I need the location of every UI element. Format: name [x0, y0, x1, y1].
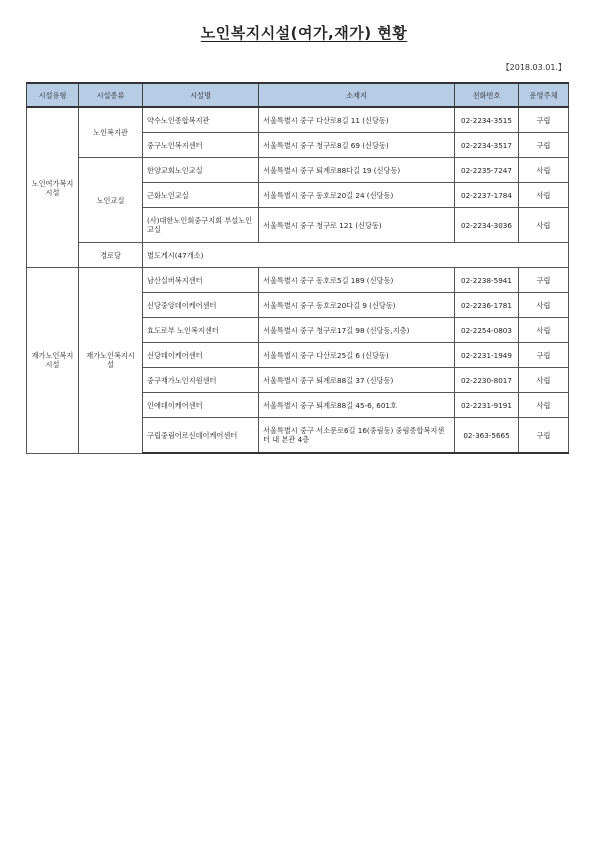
facility-address: 서울특별시 중구 다산로25길 6 (신당동): [259, 343, 455, 368]
facility-name: 인애데이케어센터: [143, 393, 259, 418]
facility-name: 신당중앙데이케어센터: [143, 293, 259, 318]
facility-phone: 02-2231-1949: [455, 343, 519, 368]
facility-phone: 02-2238-5941: [455, 268, 519, 293]
facility-operator: 사립: [519, 208, 569, 243]
facility-address: 서울특별시 중구 청구로17길 98 (신당동,지층): [259, 318, 455, 343]
facility-address: 서울특별시 중구 서소문로6길 16(중림동) 중림종합복지센터 내 본관 4층: [259, 418, 455, 454]
group-cell-homecare: 재가노인복지시설: [27, 268, 79, 454]
facilities-table: [26, 82, 569, 454]
facility-address: 서울특별시 중구 청구로8길 69 (신당동): [259, 133, 455, 158]
facility-phone: 02-2234-3036: [455, 208, 519, 243]
kind-cell-homecare: 재가노인복지시설: [79, 268, 143, 454]
facility-phone: 02-2231-9191: [455, 393, 519, 418]
facility-operator: 사립: [519, 158, 569, 183]
facility-phone: 02-363-5665: [455, 418, 519, 454]
column-header-kind: 시설종류: [79, 83, 143, 107]
facility-phone: 02-2235-7247: [455, 158, 519, 183]
kind-cell-welfare-center: 노인복지관: [79, 107, 143, 158]
facility-name: 중구재가노인지원센터: [143, 368, 259, 393]
table-row: [27, 243, 569, 268]
facility-operator: 사립: [519, 368, 569, 393]
facility-operator: 사립: [519, 293, 569, 318]
facility-name: 근화노인교실: [143, 183, 259, 208]
facility-phone: 02-2230-8017: [455, 368, 519, 393]
column-header-name: 시설명: [143, 83, 259, 107]
facility-address: 서울특별시 중구 퇴계로88길 37 (신당동): [259, 368, 455, 393]
facility-name: 효도로부 노인복지센터: [143, 318, 259, 343]
facility-operator: 구립: [519, 343, 569, 368]
facility-address: 서울특별시 중구 청구로 121 (신당동): [259, 208, 455, 243]
facility-address: 서울특별시 중구 동호로20길 24 (신당동): [259, 183, 455, 208]
facility-address: 서울특별시 중구 퇴계로88길 45-6, 601호: [259, 393, 455, 418]
facility-operator: 사립: [519, 318, 569, 343]
facility-phone: 02-2234-3515: [455, 107, 519, 133]
facility-address: 서울특별시 중구 동호로20다길 9 (신당동): [259, 293, 455, 318]
reference-date: 【2018.03.01.】: [501, 63, 566, 72]
facility-phone: 02-2234-3517: [455, 133, 519, 158]
facility-phone: 02-2237-1784: [455, 183, 519, 208]
table-header-row: [27, 83, 569, 107]
facility-operator: 사립: [519, 393, 569, 418]
column-header-type: 시설유형: [27, 83, 79, 107]
page-title: 노인복지시설(여가,재가) 현황: [200, 24, 408, 42]
column-header-address: 소재지: [259, 83, 455, 107]
facility-operator: 구립: [519, 107, 569, 133]
column-header-phone: 전화번호: [455, 83, 519, 107]
table-row: [27, 268, 569, 293]
facility-name: 별도게시(47개소): [143, 243, 569, 268]
facility-name: 한양교회노인교실: [143, 158, 259, 183]
column-header-operator: 운영주체: [519, 83, 569, 107]
facility-name: 구립중림어르신데이케어센터: [143, 418, 259, 454]
facility-operator: 구립: [519, 268, 569, 293]
kind-cell-senior-school: 노인교실: [79, 158, 143, 243]
group-cell-leisure: 노인여가복지시설: [27, 107, 79, 268]
facility-operator: 구립: [519, 418, 569, 454]
facility-name: (사)대한노인회중구지회 부설노인교실: [143, 208, 259, 243]
facility-address: 서울특별시 중구 동호로5길 189 (신당동): [259, 268, 455, 293]
table-row: [27, 107, 569, 133]
kind-cell-senior-hall: 경로당: [79, 243, 143, 268]
facility-address: 서울특별시 중구 퇴계로88다길 19 (신당동): [259, 158, 455, 183]
facility-name: 중구노인복지센터: [143, 133, 259, 158]
facility-phone: 02-2236-1781: [455, 293, 519, 318]
facility-operator: 사립: [519, 183, 569, 208]
facility-phone: 02-2254-0803: [455, 318, 519, 343]
facility-name: 남산실버복지센터: [143, 268, 259, 293]
facility-address: 서울특별시 중구 다산로8길 11 (신당동): [259, 107, 455, 133]
table-row: [27, 158, 569, 183]
facility-operator: 구립: [519, 133, 569, 158]
facility-name: 약수노인종합복지관: [143, 107, 259, 133]
facility-name: 신당데이케어센터: [143, 343, 259, 368]
